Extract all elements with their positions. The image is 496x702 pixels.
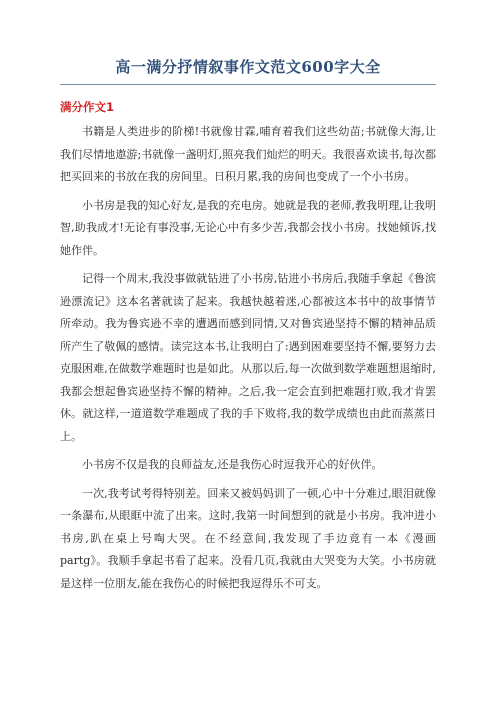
paragraph-3: 记得一个周末,我没事做就钻进了小书房,钻进小书房后,我随手拿起《鲁滨逊漂流记》这本名著就读了起来。我越快越着迷,心都被这本书中的故事情节所牵动。我为鲁宾逊不幸的遭遇而感到同情,又对鲁宾逊坚持不懈的精神品质所产生了敬佩的感情。读完这本书,让我明白了:遇到困难要坚持不懈,要努力去克服困难,在做数学难题时也是如此。从那以后,每一次做到数学难题想退缩时,我都会想起鲁宾逊坚持不懈的精神。之后,我一定会直到把难题打败,我才肯罢休。就这样,一道道数学难题成了我的手下败将,我的数学成绩也由此而蒸蒸日上。 bbox=[60, 272, 436, 443]
paragraph-4: 小书房不仅是我的良师益友,还是我伤心时逗我开心的好伙伴。 bbox=[82, 458, 383, 471]
paragraph-5: 一次,我考试考得特别差。回来又被妈妈训了一顿,心中十分难过,眼泪就像一条瀑布,从眼眶中流了出来。这时,我第一时间想到的就是小书房。我冲进小书房,趴在桌上号啕大哭。在不经意间,我发现了手边竟有一本《漫画 partg》。我顺手拿起书看了起来。没看几页,我就由大哭变为大笑。小书房就是这样一位朋友,能在我伤心的时候把我逗得乐不可支。 bbox=[60, 486, 436, 590]
paragraph-2: 小书房是我的知心好友,是我的充电房。她就是我的老师,教我明理,让我明智,助我成才!无论有事没事,无论心中有多少苦,我都会找小书房。找她倾诉,找她作伴。 bbox=[60, 198, 436, 257]
paragraph-1: 书籍是人类进步的阶梯!书就像甘霖,哺育着我们这些幼苗;书就像大海,让我们尽情地遨游;书就像一盏明灯,照亮我们灿烂的明天。我很喜欢读书,每次都把买回来的书放在我的房间里。日积月累,我的房间也变成了一个小书房。 bbox=[60, 125, 436, 183]
document-title: 高一满分抒情叙事作文范文600字大全 bbox=[60, 56, 436, 85]
section-heading: 满分作文1 bbox=[60, 100, 115, 114]
